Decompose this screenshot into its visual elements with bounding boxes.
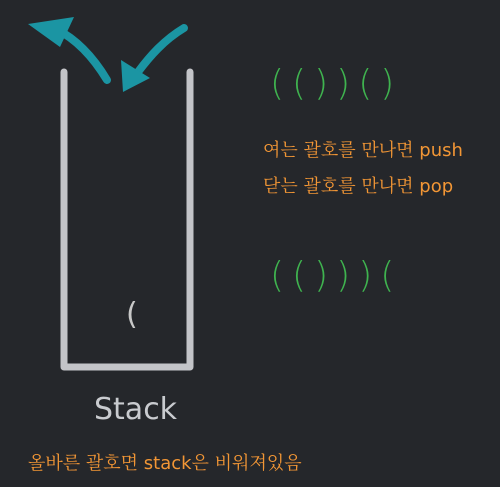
stack-label: Stack — [94, 392, 178, 427]
pop-rule-text: 닫는 괄호를 만나면 pop — [263, 176, 454, 197]
paren-bottom-5: ) — [358, 255, 373, 296]
paren-top-6: ) — [380, 63, 395, 104]
stack-item-open-paren: ( — [126, 297, 138, 332]
paren-bottom-6: ( — [380, 255, 395, 296]
parentheses-example-top — [270, 63, 395, 104]
paren-top-2: ( — [292, 63, 307, 104]
parentheses-example-bottom — [270, 255, 395, 296]
paren-bottom-2: ( — [292, 255, 307, 296]
paren-bottom-3: ) — [314, 255, 329, 296]
paren-top-3: ) — [314, 63, 329, 104]
paren-top-4: ) — [336, 63, 351, 104]
conclusion-text: 올바른 괄호면 stack은 비워져있음 — [28, 453, 302, 474]
push-arrow — [138, 28, 184, 72]
paren-top-1: ( — [270, 63, 285, 104]
paren-top-5: ( — [358, 63, 373, 104]
push-rule-text: 여는 괄호를 만나면 push — [263, 140, 463, 161]
paren-bottom-1: ( — [270, 255, 285, 296]
paren-bottom-4: ) — [336, 255, 351, 296]
